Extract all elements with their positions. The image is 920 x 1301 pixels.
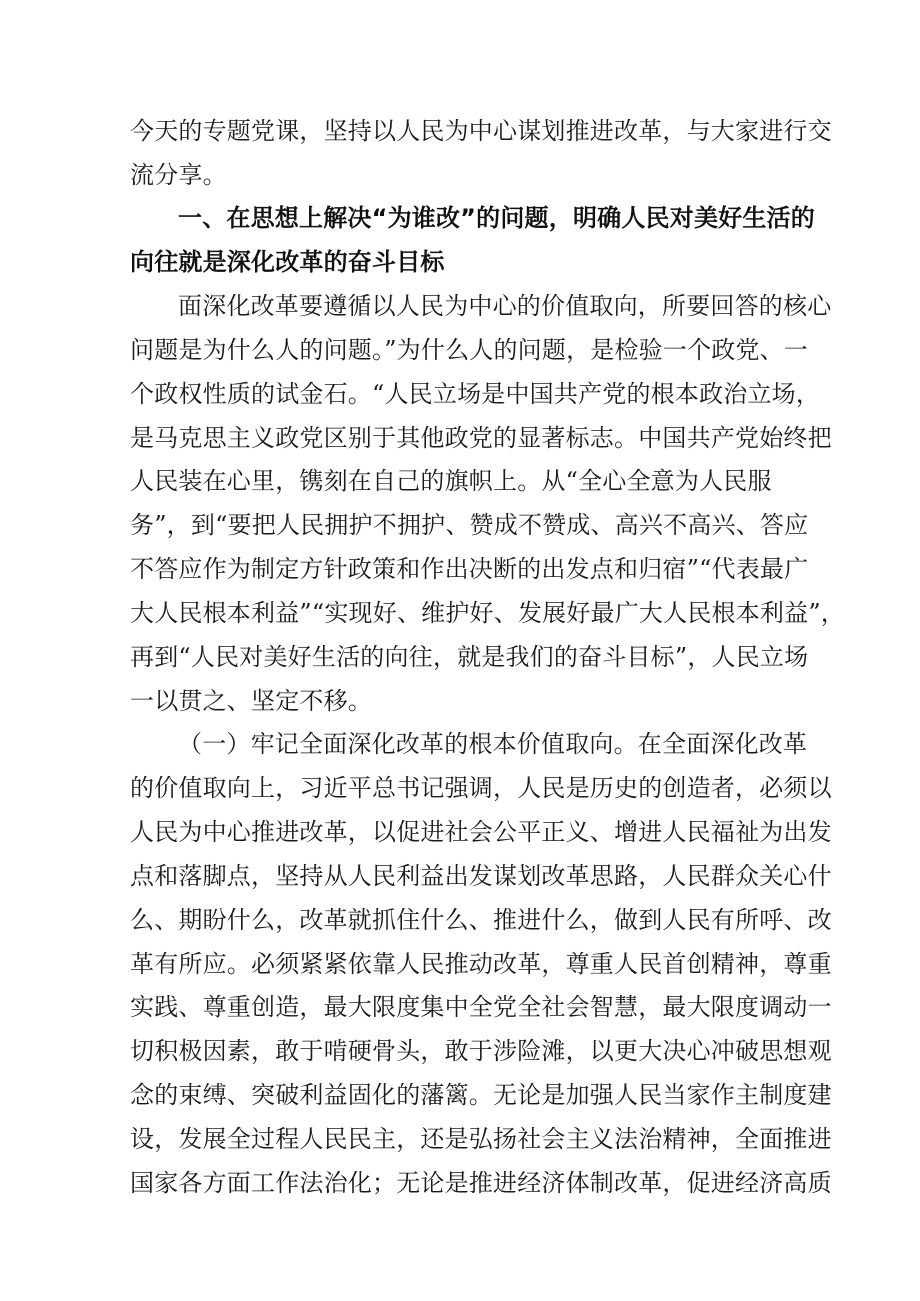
body-text-line: 务”，到“要把人民拥护不拥护、赞成不赞成、高兴不高兴、答应 [130, 511, 809, 539]
body-text-line: 设，发展全过程人民民主，还是弘扬社会主义法治精神，全面推进 [130, 1125, 832, 1153]
body-text-line: 念的束缚、突破利益固化的藩篱。无论是加强人民当家作主制度建 [130, 1081, 832, 1109]
body-text-line: 么、期盼什么，改革就抓住什么、推进什么，做到人民有所呼、改 [130, 906, 832, 934]
subsection-heading-line: （一）牢记全面深化改革的根本价值取向。在全面深化改革 [178, 730, 808, 758]
body-text-line: 大人民根本利益”“实现好、维护好、发展好最广大人民根本利益”， [130, 599, 846, 627]
body-text-line: 切积极因素，敢于啃硬骨头，敢于涉险滩，以更大决心冲破思想观 [130, 1037, 832, 1065]
body-text-line: 今天的专题党课，坚持以人民为中心谋划推进改革，与大家进行交 [130, 117, 832, 145]
body-text-line: 个政权性质的试金石。“人民立场是中国共产党的根本政治立场， [130, 380, 821, 408]
section-heading-line: 一、在思想上解决“为谁改”的问题，明确人民对美好生活的 [178, 204, 815, 232]
body-text-line: 不答应作为制定方针政策和作出决断的出发点和归宿”“代表最广 [130, 555, 809, 583]
body-text-line: 点和落脚点，坚持从人民利益出发谋划改革思路，人民群众关心什 [130, 862, 832, 890]
body-text-line: 人民装在心里，镌刻在自己的旗帜上。从“全心全意为人民服 [130, 467, 772, 495]
body-text-line: 人民为中心推进改革，以促进社会公平正义、增进人民福祉为出发 [130, 818, 832, 846]
body-text-line: 面深化改革要遵循以人民为中心的价值取向，所要回答的核心 [178, 292, 832, 320]
body-text-line: 的价值取向上，习近平总书记强调，人民是历史的创造者，必须以 [130, 774, 832, 802]
body-text-line: 是马克思主义政党区别于其他政党的显著标志。中国共产党始终把 [130, 424, 832, 452]
body-text-line: 再到“人民对美好生活的向往，就是我们的奋斗目标”，人民立场 [130, 643, 809, 671]
body-text-line: 国家各方面工作法治化；无论是推进经济体制改革，促进经济高质 [130, 1169, 832, 1197]
body-text-line: 一以贯之、坚定不移。 [130, 687, 372, 715]
body-text-line: 革有所应。必须紧紧依靠人民推动改革，尊重人民首创精神，尊重 [130, 950, 832, 978]
body-text-line: 流分享。 [130, 161, 227, 189]
body-text-line: 问题是为什么人的问题。”为什么人的问题，是检验一个政党、一 [130, 336, 809, 364]
section-heading-line: 向往就是深化改革的奋斗目标 [130, 248, 445, 276]
body-text-line: 实践、尊重创造，最大限度集中全党全社会智慧，最大限度调动一 [130, 993, 832, 1021]
